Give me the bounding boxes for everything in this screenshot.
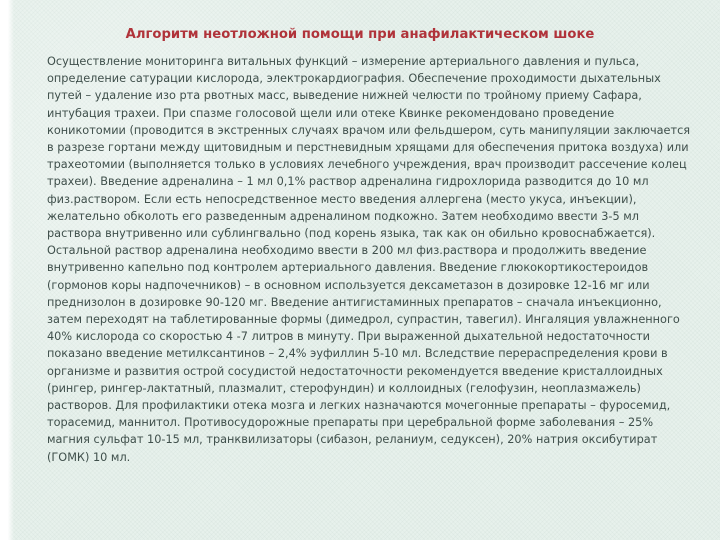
slide-left-edge [0, 0, 14, 540]
slide-title: Алгоритм неотложной помощи при анафилактическом шоке [125, 27, 595, 42]
slide-body-text: Осуществление мониторинга витальных функций – измерение артериального давления и пульса, определение сатурации кислорода, электрокардиография. Обеспечение проходимости дыхательных путей – удаление изо рта рвотных масс, выведение нижней челюсти по тройному приему Сафара, интубация трахеи. При спазме голосовой щели или отеке Квинке рекомендовано проведение коникотомии (проводится в экстренных случаях врачом или фельдшером, суть манипуляции заключается в разрезе гортани между щитовидным и перстневидным хрящами для обеспечения притока воздуха) или трахеотомии (выполняется только в условиях лечебного учреждения, врач производит рассечение колец трахеи). Введение адреналина – 1 мл 0,1% раствор адреналина гидрохлорида разводится до 10 мл физ.раствором. Если есть непосредственное место введения аллергена (место укуса, инъекции), желательно обколоть его разведенным адреналином подкожно. Затем необходимо ввести 3-5 мл раствора внутривенно или сублингвально (под корень языка, так как он обильно кровоснабжается). Остальной раствор адреналина необходимо ввести в 200 мл физ.раствора и продолжить введение внутривенно капельно под контролем артериального давления. Введение глюкокортикостероидов (гормонов коры надпочечников) – в основном используется дексаметазон в дозировке 12-16 мг или преднизолон в дозировке 90-120 мг. Введение антигистаминных препаратов – сначала инъекционно, затем переходят на таблетированные формы (димедрол, супрастин, тавегил). Ингаляция увлажненного 40% кислорода со скоростью 4 -7 литров в минуту. При выраженной дыхательной недостаточности показано введение метилксантинов – 2,4% эуфиллин 5-10 мл. Вследствие перераспределения крови в организме и развития острой сосудистой недостаточности рекомендуется введение кристаллоидных (рингер, рингер-лактатный, плазмалит, стерофундин) и коллоидных (гелофузин, неоплазмажель) растворов. Для профилактики отека мозга и легких назначаются мочегонные препараты – фуросемид, торасемид, маннитол. Противосудорожные препараты при церебральной форме заболевания – 25% магния сульфат 10-15 мл, транквилизаторы (сибазон, реланиум, седуксен), 20% натрия оксибутират (ГОМК) 10 мл. [47, 55, 691, 464]
